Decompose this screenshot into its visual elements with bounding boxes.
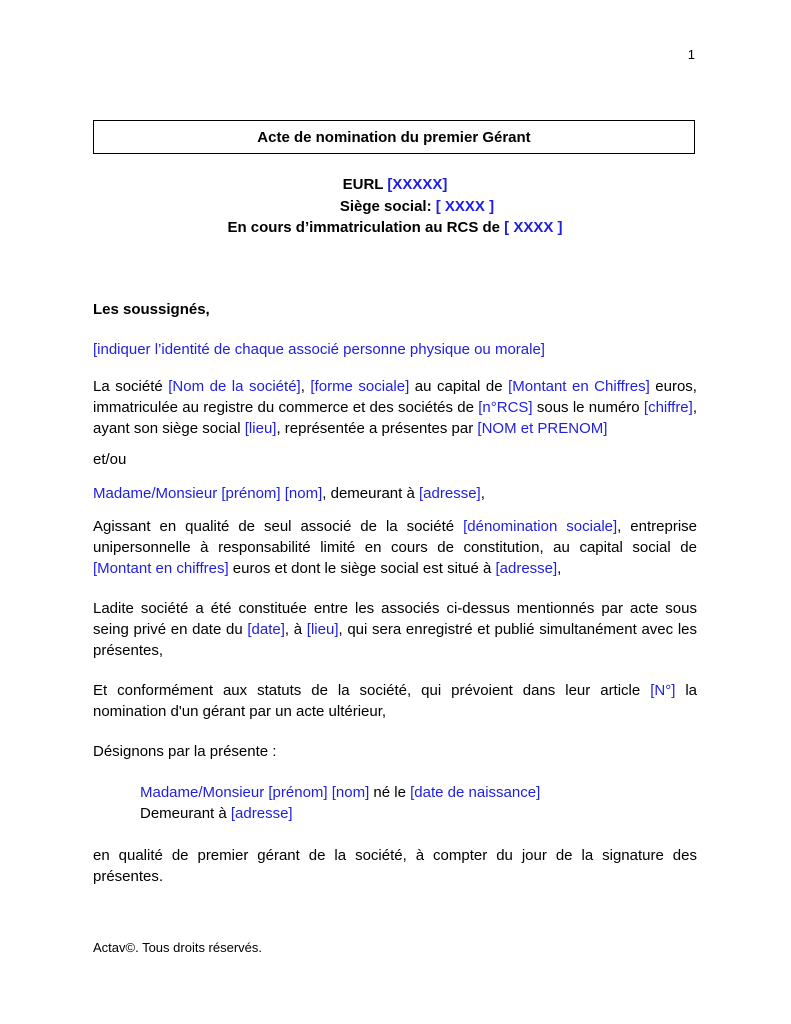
text: , à [284, 621, 307, 638]
siege-placeholder: [ XXXX ] [435, 198, 495, 215]
placeholder-madame-nom: Madame/Monsieur [prénom] [nom] [93, 485, 323, 502]
placeholder-forme-sociale: [forme sociale] [310, 378, 410, 395]
text: Agissant en qualité de seul associé de la société [93, 518, 464, 535]
text: la nomination d'un gérant par un acte ultérieur, [93, 682, 698, 720]
page-number: 1 [687, 47, 695, 62]
gerant-name-line [140, 782, 700, 803]
text: Demeurant à [140, 805, 231, 822]
soussignes-heading: Les soussignés, [93, 301, 210, 318]
gerant-block [140, 782, 700, 824]
agissant-paragraph [93, 516, 697, 579]
societe-paragraph [93, 376, 697, 439]
text: euros, immatriculée au registre du commerce et des sociétés de [93, 378, 697, 416]
qualite-paragraph: en qualité de premier gérant de la société, à compter du jour de la signature des présentes. [93, 847, 697, 885]
eurl-line [93, 176, 697, 193]
placeholder-lieu-acte: [lieu] [306, 621, 339, 638]
text: La société [93, 378, 169, 395]
placeholder-nom-societe: [Nom de la société] [168, 378, 301, 395]
text: , [557, 560, 562, 577]
conformement-paragraph [93, 680, 697, 722]
rcs-placeholder: [ XXXX ] [504, 219, 563, 236]
placeholder-chiffre: [chiffre] [643, 399, 693, 416]
placeholder-rcs: [n°RCS] [478, 399, 533, 416]
rcs-line [93, 219, 697, 236]
placeholder-gerant-nom: Madame/Monsieur [prénom] [nom] [140, 784, 370, 801]
document-title-text: Acte de nomination du premier Gérant [257, 128, 531, 146]
text: , représentée a présentes par [276, 420, 478, 437]
placeholder-lieu: [lieu] [244, 420, 277, 437]
text: , ayant son siège social [93, 399, 697, 437]
placeholder-nom-prenom: [NOM et PRENOM] [477, 420, 608, 437]
madame-paragraph [93, 483, 697, 504]
placeholder-date: [date] [247, 621, 285, 638]
text: Et conformément aux statuts de la société, qui prévoient dans leur article [93, 682, 651, 699]
document-title [93, 120, 695, 154]
text: , [300, 378, 311, 395]
ladite-paragraph [93, 598, 697, 661]
text: sous le numéro [532, 399, 644, 416]
placeholder-montant: [Montant en Chiffres] [508, 378, 650, 395]
text: , qui sera enregistré et publié simultanément avec les présentes, [93, 621, 697, 659]
placeholder-article: [N°] [650, 682, 676, 699]
placeholder-montant-chiffres: [Montant en chiffres] [93, 560, 229, 577]
placeholder-date-naissance: [date de naissance] [410, 784, 541, 801]
rcs-label: En cours d’immatriculation au RCS de [227, 219, 505, 236]
text: , demeurant à [322, 485, 419, 502]
placeholder-adresse-siege: [adresse] [495, 560, 558, 577]
text: euros et dont le siège social est situé à [228, 560, 496, 577]
placeholder-denomination: [dénomination sociale] [463, 518, 618, 535]
siege-label: Siège social: [339, 198, 436, 215]
text: Ladite société a été constituée entre les associés ci-dessus mentionnés par acte sous seing privé en date du [93, 600, 697, 638]
etou-text: et/ou [93, 451, 127, 468]
text: , entreprise unipersonnelle à responsabilité limité en cours de constitution, au capital social de [93, 518, 697, 556]
siege-line [93, 198, 697, 215]
placeholder-gerant-adresse: [adresse] [230, 805, 293, 822]
footer-copyright: Actav©. Tous droits réservés. [93, 940, 263, 955]
placeholder-adresse: [adresse] [419, 485, 481, 502]
text: au capital de [409, 378, 509, 395]
identity-placeholder: [indiquer l’identité de chaque associé personne physique ou morale] [93, 341, 545, 358]
text: , [480, 485, 485, 502]
eurl-label: EURL [342, 176, 388, 193]
text: né le [369, 784, 411, 801]
eurl-placeholder: [XXXXX] [387, 176, 448, 193]
designons-text: Désignons par la présente : [93, 743, 277, 760]
gerant-address-line [140, 803, 700, 824]
